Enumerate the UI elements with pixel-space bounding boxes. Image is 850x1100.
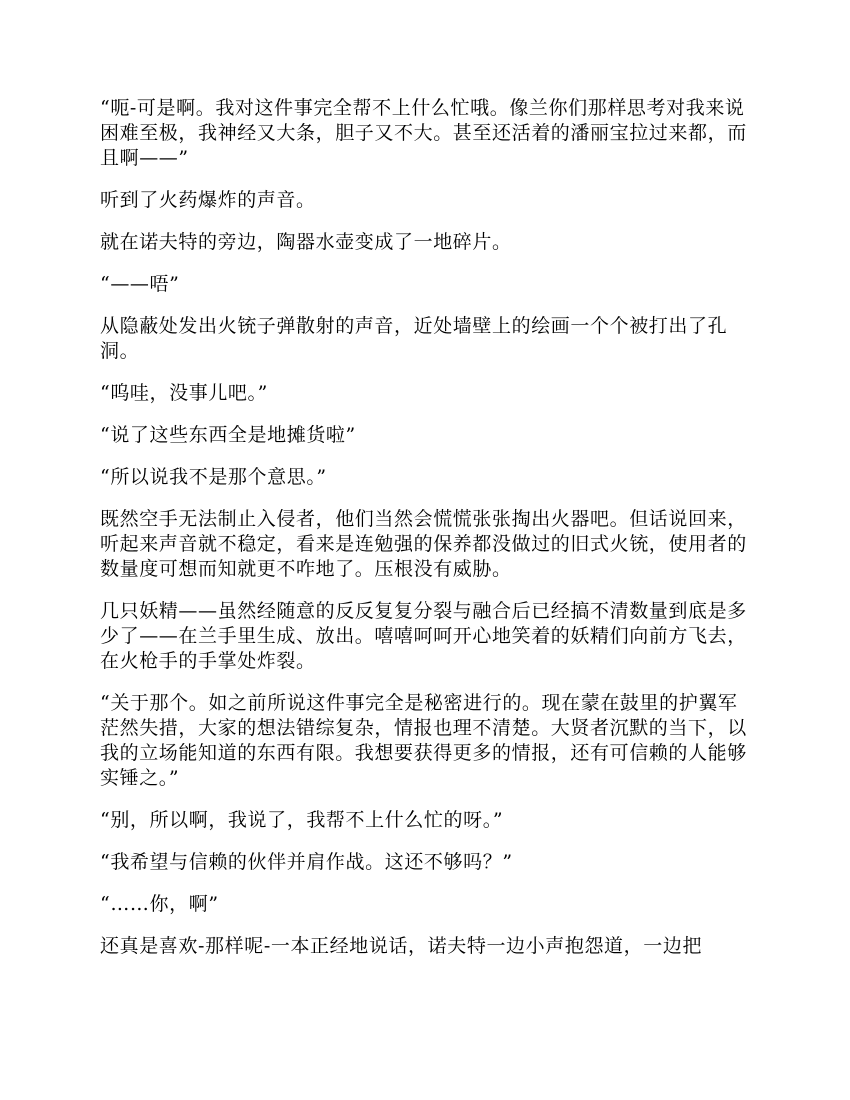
paragraph: “我希望与信赖的伙伴并肩作战。这还不够吗？” [100,851,513,873]
paragraph: “说了这些东西全是地摊货啦” [100,424,356,446]
paragraph: 既然空手无法制止入侵者，他们当然会慌慌张张掏出火器吧。但话说回来，听起来声音就不稳定，看来是连勉强的保养都没做过的旧式火铳，使用者的数量度可想而知就更不咋地了。压根没有威胁。 [100,508,747,580]
paragraph: 就在诺夫特的旁边，陶器水壶变成了一地碎片。 [100,231,512,253]
paragraph: “所以说我不是那个意思。” [100,466,327,488]
paragraph: 几只妖精——虽然经随意的反反复复分裂与融合后已经搞不清数量到底是多少了——在兰手里生成、放出。嘻嘻呵呵开心地笑着的妖精们向前方飞去，在火枪手的手掌处炸裂。 [100,600,747,672]
paragraph: “……你，啊” [100,893,219,915]
paragraph: 从隐蔽处发出火铳子弹散射的声音，近处墙壁上的绘画一个个被打出了孔洞。 [100,315,728,362]
paragraph: “呜哇，没事儿吧。” [100,382,268,404]
paragraph: “呃-可是啊。我对这件事完全帮不上什么忙哦。像兰你们那样思考对我来说困难至极，我神经又大条，胆子又不大。甚至还活着的潘丽宝拉过来都，而且啊——” [100,97,747,169]
paragraph: “别，所以啊，我说了，我帮不上什么忙的呀。” [100,809,504,831]
paragraph: “——唔” [100,273,180,295]
paragraph: 听到了火药爆炸的声音。 [100,189,316,211]
document-page [100,96,750,976]
paragraph: 还真是喜欢-那样呢-一本正经地说话，诺夫特一边小声抱怨道，一边把 [100,935,703,957]
paragraph: “关于那个。如之前所说这件事完全是秘密进行的。现在蒙在鼓里的护翼军茫然失措，大家的想法错综复杂，情报也理不清楚。大贤者沉默的当下，以我的立场能知道的东西有限。我想要获得更多的情报，还有可信赖的人能够实锤之。” [100,692,747,789]
